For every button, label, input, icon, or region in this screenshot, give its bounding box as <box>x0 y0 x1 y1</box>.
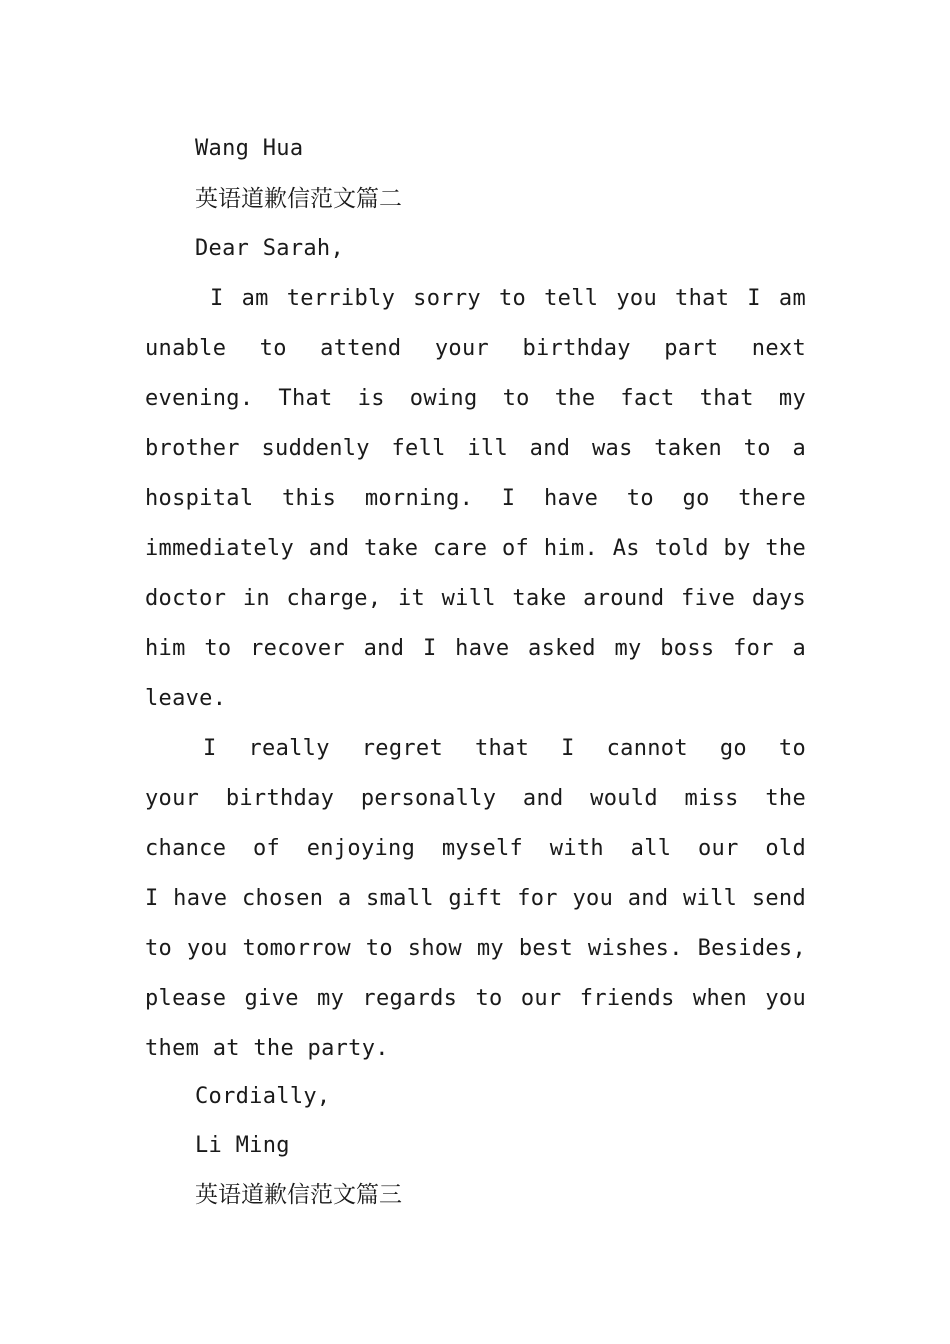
paragraph-1-line: hospital this morning. I have to go there <box>145 486 806 511</box>
paragraph-2-line: chance of enjoying myself with all our old <box>145 836 806 861</box>
signature: Li Ming <box>195 1133 290 1158</box>
paragraph-1-line: I am terribly sorry to tell you that I am <box>210 286 806 311</box>
paragraph-1-line: immediately and take care of him. As told by the <box>145 536 806 561</box>
paragraph-2-line: them at the party. <box>145 1036 389 1061</box>
paragraph-1-line: him to recover and I have asked my boss for a <box>145 636 806 661</box>
paragraph-1-line: doctor in charge, it will take around five days <box>145 586 806 611</box>
paragraph-1-line: brother suddenly fell ill and was taken to a <box>145 436 806 461</box>
section-heading-2: 英语道歉信范文篇二 <box>195 186 402 212</box>
salutation: Dear Sarah, <box>195 236 344 261</box>
paragraph-2-line: please give my regards to our friends when you <box>145 986 806 1011</box>
closing: Cordially, <box>195 1084 331 1109</box>
paragraph-2-line: I really regret that I cannot go to <box>203 736 806 761</box>
section-heading-3: 英语道歉信范文篇三 <box>195 1182 402 1208</box>
paragraph-2-line: to you tomorrow to show my best wishes. Besides, <box>145 936 806 961</box>
paragraph-1-line: leave. <box>145 686 227 711</box>
paragraph-2-line: your birthday personally and would miss the <box>145 786 806 811</box>
previous-letter-signature: Wang Hua <box>195 136 304 161</box>
paragraph-2-line: I have chosen a small gift for you and will send <box>145 886 806 911</box>
paragraph-1-line: unable to attend your birthday part next <box>145 336 806 361</box>
paragraph-1-line: evening. That is owing to the fact that my <box>145 386 806 411</box>
